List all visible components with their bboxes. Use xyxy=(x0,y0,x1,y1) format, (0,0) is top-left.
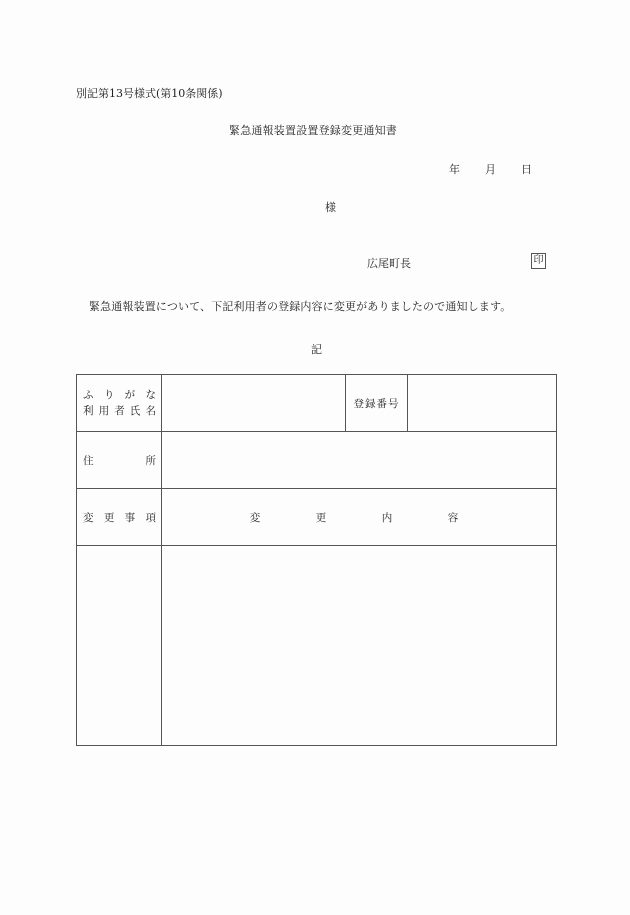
date-year-label: 年 xyxy=(449,163,460,176)
furigana-label: ふ り が な xyxy=(83,389,156,401)
form-reference: 別記第13号様式(第10条関係) xyxy=(76,87,223,100)
issuer-name: 広尾町長 xyxy=(367,257,411,270)
user-name-label: 利 用 者 氏 名 xyxy=(83,405,156,417)
registration-number-label: 登録番号 xyxy=(346,375,408,432)
change-content-field[interactable] xyxy=(162,546,557,746)
address-field[interactable] xyxy=(162,432,557,489)
change-item-field[interactable] xyxy=(77,546,162,746)
user-name-field[interactable] xyxy=(162,375,346,432)
address-label: 住 所 xyxy=(77,432,162,489)
change-content-label: 変 更 内 容 xyxy=(162,489,557,546)
notice-text: 緊急通報装置について、下記利用者の登録内容に変更がありましたので通知します。 xyxy=(89,300,512,313)
seal-mark: 印 xyxy=(531,253,546,269)
date-day-label: 日 xyxy=(521,163,532,176)
ki-heading: 記 xyxy=(311,343,322,356)
registration-number-field[interactable] xyxy=(408,375,557,432)
name-label-cell xyxy=(77,375,162,432)
document-title: 緊急通報装置設置登録変更通知書 xyxy=(229,124,397,137)
addressee-suffix: 様 xyxy=(325,201,336,214)
change-form-table xyxy=(76,374,557,746)
change-item-label: 変 更 事 項 xyxy=(77,489,162,546)
date-month-label: 月 xyxy=(485,163,496,176)
